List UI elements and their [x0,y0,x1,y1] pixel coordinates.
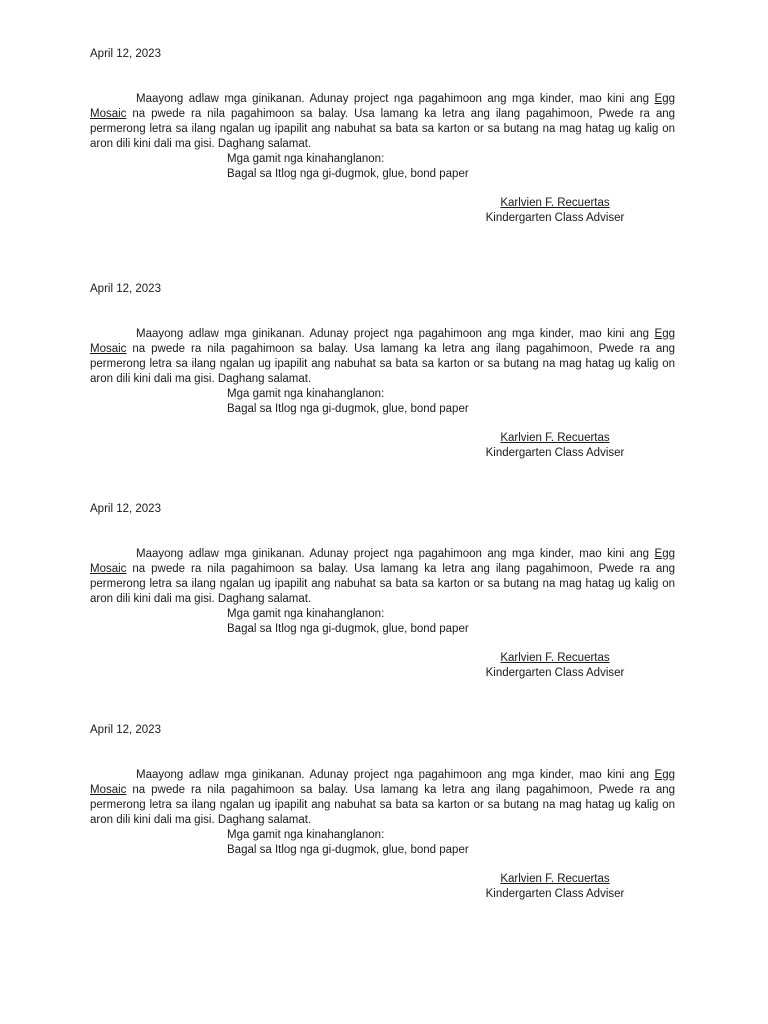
letter-body [90,768,675,828]
materials-block [227,387,469,417]
signatory-name: Karlvien F. Recuertas [500,197,610,209]
signatory-position: Kindergarten Class Adviser [485,667,625,679]
letter-1 [90,47,675,247]
materials-block [227,607,469,637]
signatory-name: Karlvien F. Recuertas [500,652,610,664]
signature-block [480,196,630,226]
body-intro: Maayong adlaw mga ginikanan. Adunay project nga pagahimoon ang mga kinder, mao kini ang [136,548,650,560]
materials-list: Bagal sa Itlog nga gi-dugmok, glue, bond paper [227,168,469,180]
body-rest: na pwede ra nila pagahimoon sa balay. Usa lamang ka letra ang ilang pagahimoon, Pwede ra ang permerong letra sa ilang ngalan ug ipapilit ang nabuhat sa bata sa karton or sa butang na mag hatag ug kalig on aron dili kini dali ma gisi. Daghang salamat. [90,343,676,385]
project-name: Egg Mosaic [90,93,675,120]
letter-3 [90,502,675,702]
signature-block [480,872,630,902]
letter-body [90,327,675,387]
materials-heading: Mga gamit nga kinahanglanon: [227,829,385,841]
signatory-name: Karlvien F. Recuertas [500,432,610,444]
materials-heading: Mga gamit nga kinahanglanon: [227,388,385,400]
letter-date: April 12, 2023 [90,724,161,736]
letter-4 [90,723,675,923]
letter-body [90,547,675,607]
materials-list: Bagal sa Itlog nga gi-dugmok, glue, bond paper [227,844,469,856]
letter-body [90,92,675,152]
body-rest: na pwede ra nila pagahimoon sa balay. Usa lamang ka letra ang ilang pagahimoon, Pwede ra ang permerong letra sa ilang ngalan ug ipapilit ang nabuhat sa bata sa karton or sa butang na mag hatag ug kalig on aron dili kini dali ma gisi. Daghang salamat. [90,563,676,605]
project-name: Egg Mosaic [90,548,675,575]
materials-heading: Mga gamit nga kinahanglanon: [227,153,385,165]
letter-date: April 12, 2023 [90,503,161,515]
body-intro: Maayong adlaw mga ginikanan. Adunay project nga pagahimoon ang mga kinder, mao kini ang [136,93,650,105]
body-rest: na pwede ra nila pagahimoon sa balay. Usa lamang ka letra ang ilang pagahimoon, Pwede ra ang permerong letra sa ilang ngalan ug ipapilit ang nabuhat sa bata sa karton or sa butang na mag hatag ug kalig on aron dili kini dali ma gisi. Daghang salamat. [90,108,676,150]
project-name: Egg Mosaic [90,769,675,796]
letter-date: April 12, 2023 [90,48,161,60]
body-intro: Maayong adlaw mga ginikanan. Adunay project nga pagahimoon ang mga kinder, mao kini ang [136,328,650,340]
materials-block [227,152,469,182]
letter-2 [90,282,675,482]
signature-block [480,431,630,461]
signatory-position: Kindergarten Class Adviser [485,447,625,459]
body-intro: Maayong adlaw mga ginikanan. Adunay project nga pagahimoon ang mga kinder, mao kini ang [136,769,650,781]
materials-list: Bagal sa Itlog nga gi-dugmok, glue, bond paper [227,403,469,415]
letter-date: April 12, 2023 [90,283,161,295]
materials-block [227,828,469,858]
signature-block [480,651,630,681]
project-name: Egg Mosaic [90,328,675,355]
signatory-position: Kindergarten Class Adviser [485,888,625,900]
body-rest: na pwede ra nila pagahimoon sa balay. Usa lamang ka letra ang ilang pagahimoon, Pwede ra ang permerong letra sa ilang ngalan ug ipapilit ang nabuhat sa bata sa karton or sa butang na mag hatag ug kalig on aron dili kini dali ma gisi. Daghang salamat. [90,784,676,826]
signatory-position: Kindergarten Class Adviser [485,212,625,224]
materials-list: Bagal sa Itlog nga gi-dugmok, glue, bond paper [227,623,469,635]
signatory-name: Karlvien F. Recuertas [500,873,610,885]
materials-heading: Mga gamit nga kinahanglanon: [227,608,385,620]
